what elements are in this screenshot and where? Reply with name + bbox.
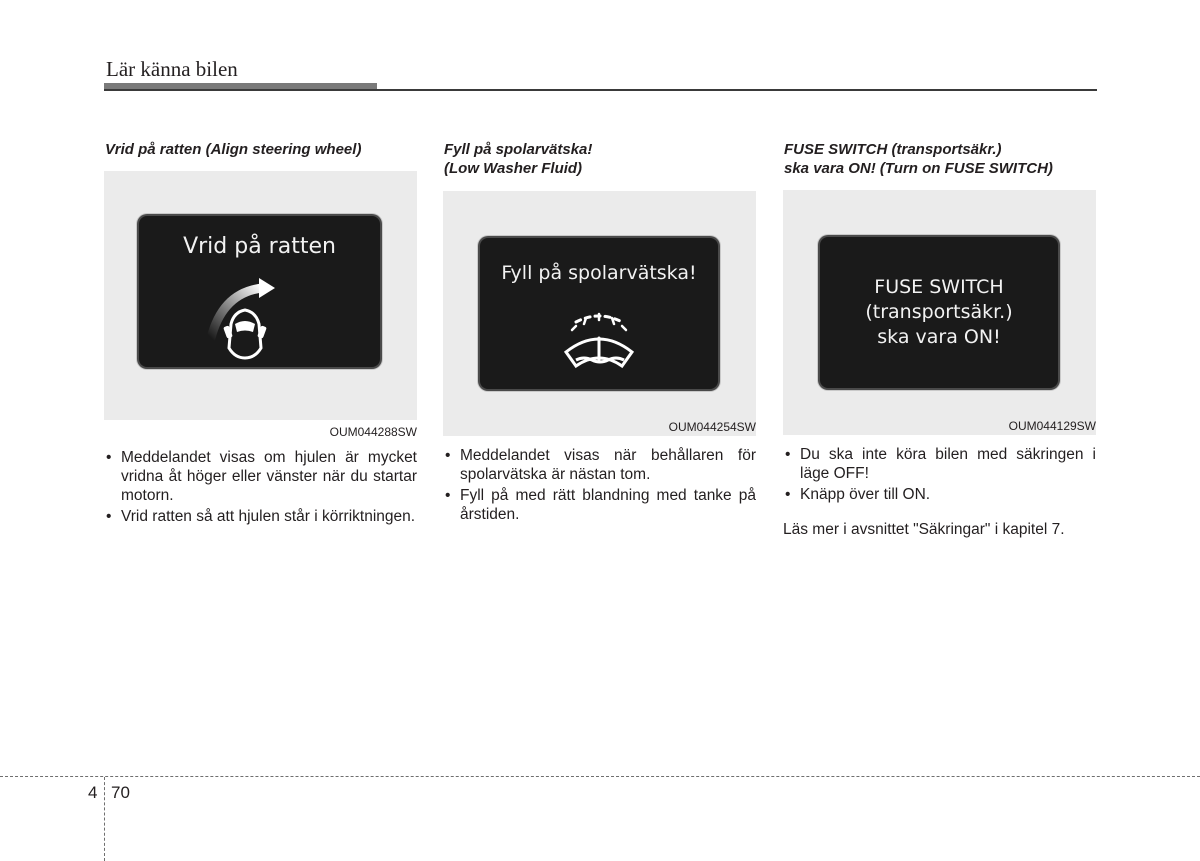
washer-fluid-icon xyxy=(562,308,636,372)
page-section-title: Lär känna bilen xyxy=(106,57,238,81)
section-heading-line: ska vara ON! (Turn on FUSE SWITCH) xyxy=(784,160,1053,177)
section-heading xyxy=(443,138,756,178)
figure-code: OUM044129SW xyxy=(1008,419,1096,433)
display-message: Fyll på spolarvätska! xyxy=(501,262,697,284)
list-item: • Meddelandet visas om hjulen är mycket vridna åt höger eller vänster när du startar motorn. xyxy=(104,448,417,505)
list-item: • Knäpp över till ON. xyxy=(783,485,1096,504)
car-turn-arrow-icon xyxy=(203,278,293,360)
section-heading: Vrid på ratten (Align steering wheel) xyxy=(105,141,362,158)
section-heading xyxy=(783,138,1096,178)
chapter-number: 4 xyxy=(88,783,98,802)
cluster-screen xyxy=(139,216,380,367)
bullet-list xyxy=(443,446,756,524)
section-align-steering-wheel xyxy=(104,138,417,528)
section-heading-line: FUSE SWITCH (transportsäkr.) xyxy=(784,141,1002,158)
section-fuse-switch xyxy=(783,138,1096,539)
figure-cluster-display xyxy=(443,191,756,436)
figure-code: OUM044254SW xyxy=(668,420,756,434)
section-heading-line: Fyll på spolarvätska! xyxy=(444,141,593,158)
section-heading-line: (Low Washer Fluid) xyxy=(444,160,583,177)
reference-note: Läs mer i avsnittet "Säkringar" i kapitel 7. xyxy=(783,521,1065,538)
header-rule xyxy=(104,89,1097,91)
page-number: 70 xyxy=(111,783,130,802)
figure-cluster-display xyxy=(104,171,417,439)
figure-code: OUM044288SW xyxy=(329,425,417,439)
list-item: • Du ska inte köra bilen med säkringen i läge OFF! xyxy=(783,445,1096,483)
section-low-washer-fluid xyxy=(443,138,756,526)
bullet-list xyxy=(783,445,1096,504)
list-item: • Vrid ratten så att hjulen står i körriktningen. xyxy=(104,507,417,526)
cluster-screen xyxy=(480,238,718,389)
figure-cluster-display xyxy=(783,190,1096,435)
cluster-screen xyxy=(820,237,1058,388)
footer-divider xyxy=(104,777,105,861)
list-item: • Fyll på med rätt blandning med tanke på årstiden. xyxy=(443,486,756,524)
footer-rule xyxy=(0,776,1200,777)
list-item: • Meddelandet visas när behållaren för spolarvätska är nästan tom. xyxy=(443,446,756,484)
bullet-list xyxy=(104,448,417,526)
display-message: FUSE SWITCH (transportsäkr.) ska vara ON! xyxy=(865,276,1013,348)
display-message: Vrid på ratten xyxy=(183,234,336,259)
